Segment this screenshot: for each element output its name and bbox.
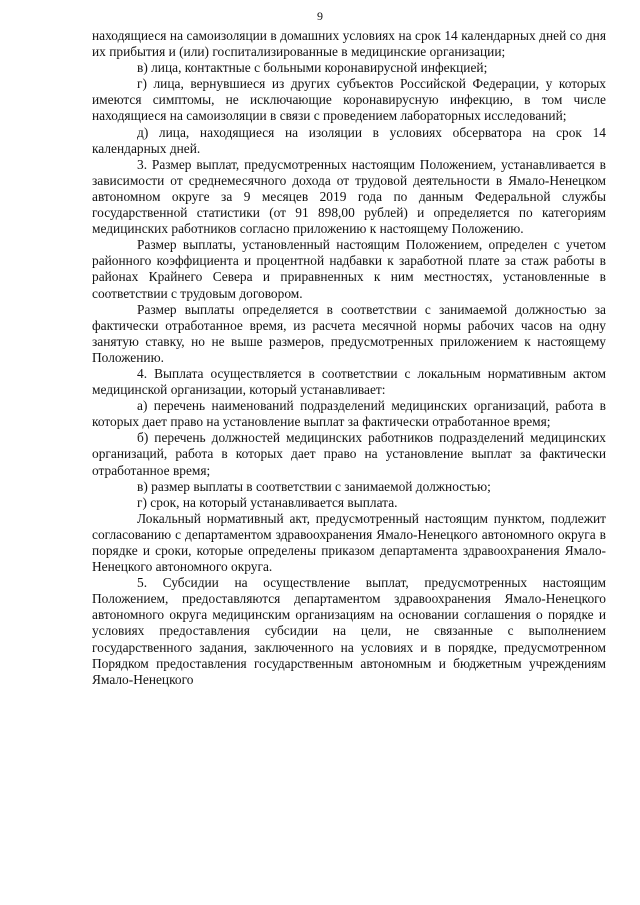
- clause-4-item-b: б) перечень должностей медицинских работников подразделений медицинских организаций, работа в которых дает право на установление выплат за фактически отработанное время;: [92, 430, 606, 478]
- clause-5: 5. Субсидии на осуществление выплат, предусмотренных настоящим Положением, предоставляются департаментом здравоохранения Ямало-Ненецкого автономного округа медицинским организациям на основании соглашения о порядке и условиях предоставления субсидии на цели, не связанные с выполнением государственного задания, заключенного на условиях и в порядке, предусмотренном Порядком предоставления государственным автономным и бюджетным учреждениям Ямало-Ненецкого: [92, 575, 606, 687]
- list-item-d: д) лица, находящиеся на изоляции в условиях обсерватора на срок 14 календарных дней.: [92, 124, 606, 156]
- page-number: 9: [317, 9, 323, 23]
- paragraph-continuation: находящиеся на самоизоляции в домашних условиях на срок 14 календарных дней со дня их прибытия и (или) госпитализированные в медицинские организации;: [92, 28, 606, 60]
- clause-3: 3. Размер выплат, предусмотренных настоящим Положением, устанавливается в зависимости от среднемесячного дохода от трудовой деятельности в Ямало-Ненецком автономном округе за 9 месяцев 2019 года по данным Федеральной службы государственной статистики (от 91 898,00 рублей) и определяется по категориям медицинских работников согласно приложению к настоящему Положению.: [92, 156, 606, 237]
- clause-4-item-v: в) размер выплаты в соответствии с занимаемой должностью;: [137, 478, 491, 494]
- list-item-g: г) лица, вернувшиеся из других субъектов Российской Федерации, у которых имеются симптомы, не исключающие коронавирусную инфекцию, в том числе находящиеся на самоизоляции в связи с проведением лабораторных исследований;: [92, 76, 606, 124]
- clause-3-paragraph-2: Размер выплаты, установленный настоящим Положением, определен с учетом районного коэффициента и процентной надбавки к заработной плате за стаж работы в районах Крайнего Севера и приравненных к ним местностях, установленные в соответствии с трудовым договором.: [92, 237, 606, 301]
- list-item-v: в) лица, контактные с больными коронавирусной инфекцией;: [137, 60, 488, 76]
- document-body: [92, 28, 606, 688]
- clause-4-paragraph-final: Локальный нормативный акт, предусмотренный настоящим пунктом, подлежит согласованию с департаментом здравоохранения Ямало-Ненецкого автономного округа в порядке и сроки, которые определены приказом департамента здравоохранения Ямало-Ненецкого автономного округа.: [92, 510, 606, 575]
- clause-4-item-a: а) перечень наименований подразделений медицинских организаций, работа в которых дает право на установление выплат за фактически отработанное время;: [92, 398, 606, 430]
- clause-4: 4. Выплата осуществляется в соответствии с локальным нормативным актом медицинской организации, который устанавливает:: [92, 365, 606, 398]
- clause-4-item-g: г) срок, на который устанавливается выплата.: [137, 494, 398, 510]
- clause-3-paragraph-3: Размер выплаты определяется в соответствии с занимаемой должностью за фактически отработанное время, из расчета месячной нормы рабочих часов на одну занятую ставку, но не выше размеров, предусмотренных приложением к настоящему Положению.: [92, 301, 606, 365]
